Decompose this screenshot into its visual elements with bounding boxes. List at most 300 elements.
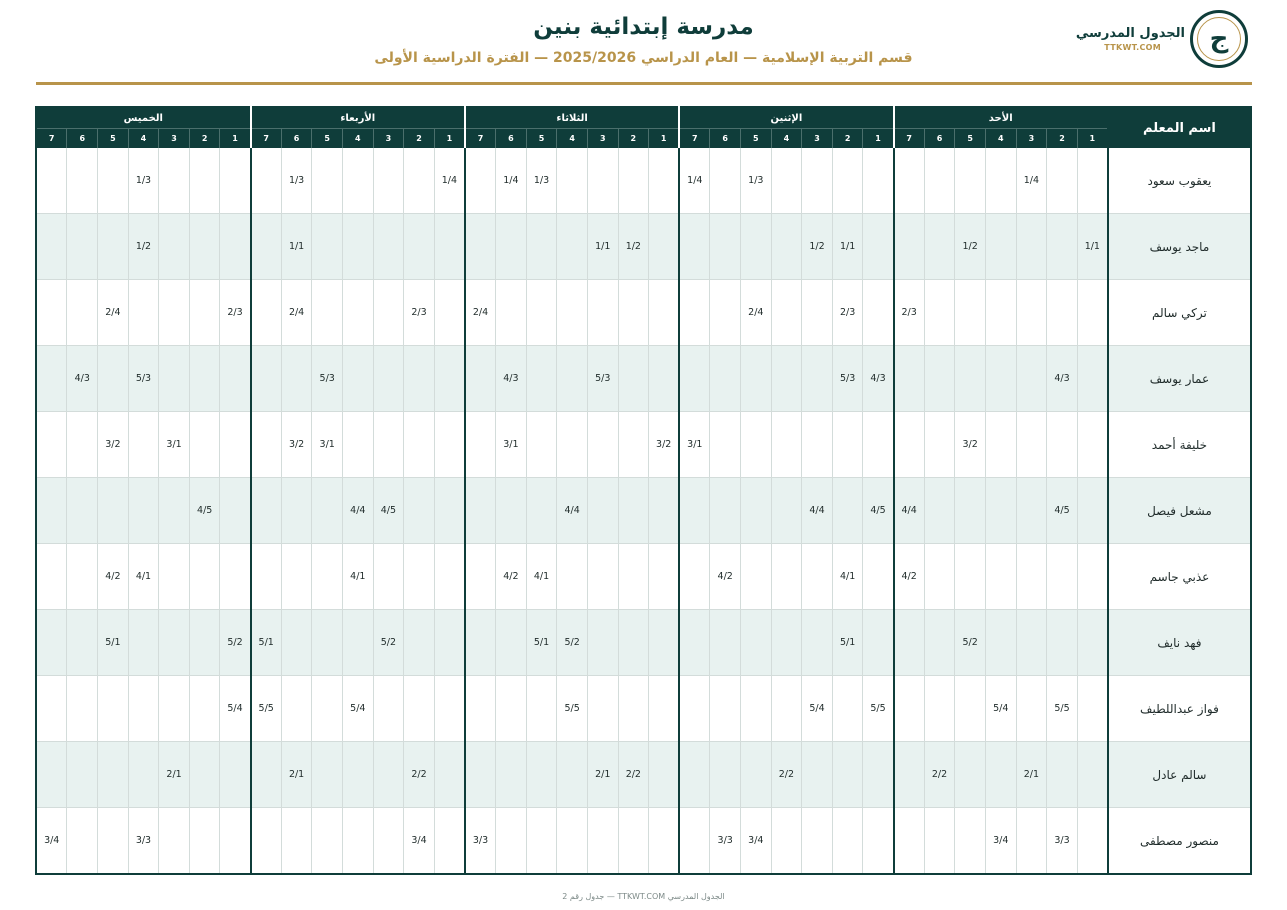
schedule-cell [649, 280, 680, 346]
schedule-cell [434, 742, 465, 808]
schedule-cell [373, 742, 404, 808]
schedule-cell [251, 214, 282, 280]
schedule-cell [955, 478, 986, 544]
schedule-cell [496, 742, 527, 808]
schedule-cell: 5/2 [557, 610, 588, 676]
schedule-cell: 3/2 [98, 412, 129, 478]
schedule-cell [251, 544, 282, 610]
schedule-cell [802, 808, 833, 875]
schedule-cell [985, 478, 1016, 544]
schedule-cell [1047, 610, 1078, 676]
schedule-cell [955, 808, 986, 875]
schedule-cell [220, 808, 251, 875]
schedule-cell [36, 214, 67, 280]
schedule-cell: 5/1 [832, 610, 863, 676]
period-header: 4 [128, 129, 159, 149]
table-row [36, 214, 1251, 280]
schedule-cell [189, 742, 220, 808]
schedule-cell [67, 280, 98, 346]
schedule-cell [404, 478, 435, 544]
schedule-cell [312, 676, 343, 742]
schedule-cell: 2/2 [924, 742, 955, 808]
schedule-cell [710, 478, 741, 544]
schedule-cell [679, 280, 710, 346]
schedule-cell [832, 808, 863, 875]
schedule-cell [1016, 412, 1047, 478]
schedule-cell: 1/1 [1077, 214, 1108, 280]
schedule-cell [955, 280, 986, 346]
schedule-cell: 4/5 [863, 478, 894, 544]
schedule-cell [649, 346, 680, 412]
schedule-cell [526, 478, 557, 544]
schedule-cell: 1/1 [587, 214, 618, 280]
schedule-cell [189, 280, 220, 346]
schedule-cell [710, 412, 741, 478]
period-header: 5 [741, 129, 772, 149]
schedule-cell: 1/2 [802, 214, 833, 280]
schedule-cell [159, 280, 190, 346]
schedule-cell [189, 676, 220, 742]
schedule-cell [465, 412, 496, 478]
schedule-cell: 3/4 [36, 808, 67, 875]
schedule-cell [312, 808, 343, 875]
schedule-cell [496, 280, 527, 346]
schedule-cell [465, 478, 496, 544]
schedule-cell [343, 610, 374, 676]
period-header: 1 [434, 129, 465, 149]
period-header: 2 [832, 129, 863, 149]
schedule-cell [618, 148, 649, 214]
schedule-cell [649, 478, 680, 544]
period-header: 2 [404, 129, 435, 149]
schedule-cell [587, 280, 618, 346]
schedule-cell [128, 412, 159, 478]
schedule-cell [771, 214, 802, 280]
schedule-cell [894, 808, 925, 875]
schedule-cell [771, 676, 802, 742]
schedule-cell [894, 742, 925, 808]
period-header: 2 [189, 129, 220, 149]
table-row [36, 280, 1251, 346]
schedule-cell [985, 742, 1016, 808]
period-header: 4 [557, 129, 588, 149]
schedule-cell [343, 742, 374, 808]
schedule-cell: 3/1 [312, 412, 343, 478]
schedule-cell [649, 148, 680, 214]
schedule-cell [710, 346, 741, 412]
schedule-cell: 4/5 [373, 478, 404, 544]
schedule-cell [741, 544, 772, 610]
schedule-cell [894, 610, 925, 676]
schedule-cell [863, 280, 894, 346]
schedule-cell: 5/1 [98, 610, 129, 676]
schedule-cell [557, 808, 588, 875]
schedule-cell: 1/2 [128, 214, 159, 280]
schedule-cell: 5/4 [802, 676, 833, 742]
schedule-cell [434, 676, 465, 742]
logo-glyph: ج [1209, 24, 1229, 54]
schedule-cell [404, 346, 435, 412]
schedule-cell: 4/1 [526, 544, 557, 610]
schedule-cell: 1/4 [496, 148, 527, 214]
period-header: 6 [710, 129, 741, 149]
schedule-cell [771, 280, 802, 346]
schedule-cell: 5/1 [526, 610, 557, 676]
schedule-cell [710, 610, 741, 676]
schedule-cell [924, 346, 955, 412]
schedule-cell [618, 808, 649, 875]
schedule-cell [434, 478, 465, 544]
schedule-cell [557, 742, 588, 808]
schedule-cell [557, 346, 588, 412]
schedule-cell: 4/3 [863, 346, 894, 412]
schedule-cell [802, 346, 833, 412]
schedule-cell [343, 148, 374, 214]
teacher-name: مشعل فيصل [1108, 478, 1251, 544]
schedule-cell: 2/1 [281, 742, 312, 808]
schedule-cell: 3/1 [159, 412, 190, 478]
schedule-cell: 1/1 [281, 214, 312, 280]
schedule-cell [710, 742, 741, 808]
period-header-row [36, 129, 1251, 149]
schedule-cell [710, 148, 741, 214]
schedule-cell [771, 610, 802, 676]
teacher-name: سالم عادل [1108, 742, 1251, 808]
schedule-cell [557, 412, 588, 478]
schedule-cell [496, 676, 527, 742]
schedule-cell [587, 478, 618, 544]
schedule-cell [67, 214, 98, 280]
schedule-cell: 4/3 [1047, 346, 1078, 412]
schedule-cell [36, 676, 67, 742]
schedule-table-container [35, 106, 1252, 875]
day-header: الثلاثاء [465, 107, 679, 129]
schedule-cell [587, 544, 618, 610]
schedule-cell [679, 676, 710, 742]
schedule-cell [189, 544, 220, 610]
schedule-cell [404, 214, 435, 280]
schedule-cell [67, 544, 98, 610]
schedule-cell: 5/4 [220, 676, 251, 742]
schedule-cell [649, 808, 680, 875]
schedule-cell: 4/2 [98, 544, 129, 610]
schedule-cell [343, 346, 374, 412]
schedule-cell [985, 610, 1016, 676]
schedule-cell: 5/3 [312, 346, 343, 412]
schedule-cell [832, 742, 863, 808]
schedule-cell [1077, 808, 1108, 875]
schedule-cell [955, 676, 986, 742]
schedule-cell [863, 412, 894, 478]
teacher-name: منصور مصطفى [1108, 808, 1251, 875]
schedule-cell [618, 478, 649, 544]
schedule-cell [802, 148, 833, 214]
schedule-cell [251, 478, 282, 544]
schedule-cell [587, 808, 618, 875]
schedule-cell [557, 280, 588, 346]
schedule-cell [36, 610, 67, 676]
schedule-cell [924, 478, 955, 544]
schedule-cell [741, 676, 772, 742]
schedule-cell [343, 214, 374, 280]
schedule-cell [802, 544, 833, 610]
schedule-cell [649, 676, 680, 742]
schedule-cell: 1/1 [832, 214, 863, 280]
schedule-cell [373, 412, 404, 478]
schedule-cell [741, 478, 772, 544]
schedule-cell [649, 610, 680, 676]
schedule-cell [587, 610, 618, 676]
schedule-cell [679, 610, 710, 676]
period-header: 1 [649, 129, 680, 149]
schedule-cell [496, 808, 527, 875]
teacher-name: خليفة أحمد [1108, 412, 1251, 478]
schedule-cell [526, 346, 557, 412]
period-header: 5 [98, 129, 129, 149]
schedule-cell [373, 676, 404, 742]
schedule-cell: 4/3 [67, 346, 98, 412]
schedule-cell: 2/3 [832, 280, 863, 346]
schedule-cell [373, 214, 404, 280]
schedule-cell [496, 478, 527, 544]
schedule-cell [832, 412, 863, 478]
schedule-cell [649, 544, 680, 610]
period-header: 2 [618, 129, 649, 149]
schedule-cell [36, 412, 67, 478]
schedule-cell [159, 148, 190, 214]
schedule-cell [526, 676, 557, 742]
schedule-cell [526, 742, 557, 808]
schedule-cell [1016, 808, 1047, 875]
period-header: 1 [220, 129, 251, 149]
schedule-cell [863, 742, 894, 808]
schedule-cell [36, 478, 67, 544]
table-row [36, 742, 1251, 808]
schedule-cell: 5/5 [863, 676, 894, 742]
schedule-cell [281, 478, 312, 544]
schedule-cell [434, 280, 465, 346]
schedule-cell [220, 478, 251, 544]
schedule-cell [36, 280, 67, 346]
schedule-cell [251, 742, 282, 808]
schedule-cell [159, 610, 190, 676]
schedule-cell [1077, 478, 1108, 544]
schedule-cell [496, 610, 527, 676]
schedule-cell [1016, 544, 1047, 610]
schedule-cell [557, 148, 588, 214]
schedule-cell [771, 346, 802, 412]
teacher-name: فهد نايف [1108, 610, 1251, 676]
schedule-cell [557, 544, 588, 610]
schedule-cell [67, 148, 98, 214]
schedule-cell: 3/3 [128, 808, 159, 875]
schedule-cell [924, 280, 955, 346]
schedule-cell [985, 346, 1016, 412]
schedule-cell [312, 544, 343, 610]
schedule-cell [189, 808, 220, 875]
schedule-cell: 1/4 [434, 148, 465, 214]
schedule-cell [312, 478, 343, 544]
schedule-cell: 4/4 [343, 478, 374, 544]
period-header: 7 [465, 129, 496, 149]
schedule-cell [1016, 610, 1047, 676]
schedule-cell: 4/1 [343, 544, 374, 610]
schedule-cell: 5/1 [251, 610, 282, 676]
schedule-cell [557, 214, 588, 280]
schedule-cell [679, 742, 710, 808]
schedule-cell [189, 148, 220, 214]
schedule-cell [67, 676, 98, 742]
schedule-cell [894, 412, 925, 478]
schedule-cell [863, 610, 894, 676]
schedule-cell [465, 148, 496, 214]
schedule-cell [802, 610, 833, 676]
schedule-cell [67, 412, 98, 478]
schedule-cell [710, 676, 741, 742]
schedule-cell: 5/2 [955, 610, 986, 676]
schedule-cell [924, 214, 955, 280]
schedule-cell [832, 148, 863, 214]
schedule-cell [894, 346, 925, 412]
schedule-cell [343, 808, 374, 875]
schedule-cell [465, 346, 496, 412]
schedule-cell: 2/4 [465, 280, 496, 346]
schedule-cell: 4/2 [894, 544, 925, 610]
period-header: 7 [36, 129, 67, 149]
schedule-cell [1077, 742, 1108, 808]
schedule-cell: 4/1 [128, 544, 159, 610]
schedule-cell: 2/3 [404, 280, 435, 346]
schedule-cell [312, 214, 343, 280]
schedule-cell [159, 214, 190, 280]
schedule-cell [710, 214, 741, 280]
schedule-cell [526, 214, 557, 280]
schedule-cell: 3/3 [710, 808, 741, 875]
schedule-cell [741, 742, 772, 808]
schedule-cell [618, 676, 649, 742]
schedule-cell [98, 676, 129, 742]
period-header: 4 [985, 129, 1016, 149]
schedule-cell [1016, 280, 1047, 346]
table-row [36, 808, 1251, 875]
schedule-cell [128, 610, 159, 676]
schedule-cell [679, 346, 710, 412]
schedule-cell: 2/4 [98, 280, 129, 346]
schedule-cell: 3/3 [465, 808, 496, 875]
schedule-cell [404, 544, 435, 610]
schedule-cell [465, 742, 496, 808]
teacher-name: يعقوب سعود [1108, 148, 1251, 214]
schedule-cell: 2/2 [618, 742, 649, 808]
schedule-cell [281, 544, 312, 610]
schedule-cell [741, 610, 772, 676]
schedule-cell [281, 808, 312, 875]
schedule-cell [679, 544, 710, 610]
schedule-cell [159, 478, 190, 544]
schedule-cell [128, 478, 159, 544]
schedule-cell [771, 412, 802, 478]
period-header: 5 [312, 129, 343, 149]
teacher-name: تركي سالم [1108, 280, 1251, 346]
schedule-cell [251, 412, 282, 478]
schedule-cell [251, 280, 282, 346]
schedule-cell: 2/3 [894, 280, 925, 346]
schedule-cell [67, 742, 98, 808]
teacher-name: عمار يوسف [1108, 346, 1251, 412]
schedule-cell [955, 742, 986, 808]
schedule-cell [312, 742, 343, 808]
schedule-table [35, 106, 1252, 875]
schedule-cell [802, 742, 833, 808]
schedule-cell: 1/2 [955, 214, 986, 280]
schedule-cell: 5/3 [587, 346, 618, 412]
schedule-cell [863, 214, 894, 280]
schedule-cell: 5/3 [832, 346, 863, 412]
schedule-cell [159, 544, 190, 610]
schedule-cell: 3/2 [281, 412, 312, 478]
schedule-cell [373, 808, 404, 875]
schedule-cell [526, 280, 557, 346]
schedule-cell [189, 214, 220, 280]
schedule-cell [526, 808, 557, 875]
schedule-cell [710, 280, 741, 346]
schedule-cell [128, 742, 159, 808]
schedule-cell [1077, 412, 1108, 478]
schedule-cell [618, 346, 649, 412]
schedule-cell [36, 148, 67, 214]
period-header: 3 [159, 129, 190, 149]
schedule-cell: 4/1 [832, 544, 863, 610]
schedule-cell [36, 742, 67, 808]
schedule-cell [220, 412, 251, 478]
schedule-cell: 4/5 [189, 478, 220, 544]
schedule-cell [159, 676, 190, 742]
teacher-name: فواز عبداللطيف [1108, 676, 1251, 742]
schedule-cell [220, 544, 251, 610]
table-row [36, 412, 1251, 478]
schedule-cell [128, 280, 159, 346]
period-header: 3 [587, 129, 618, 149]
schedule-cell [434, 808, 465, 875]
schedule-cell [312, 280, 343, 346]
schedule-cell [373, 148, 404, 214]
schedule-cell: 3/4 [985, 808, 1016, 875]
schedule-cell [98, 148, 129, 214]
schedule-cell [373, 544, 404, 610]
schedule-cell [189, 346, 220, 412]
period-header: 3 [1016, 129, 1047, 149]
schedule-cell: 2/4 [741, 280, 772, 346]
page-footer: الجدول المدرسي TTKWT.COM — جدول رقم 2 [562, 892, 725, 901]
table-row [36, 610, 1251, 676]
table-row [36, 346, 1251, 412]
schedule-cell: 4/4 [802, 478, 833, 544]
schedule-cell: 3/4 [741, 808, 772, 875]
schedule-cell [863, 544, 894, 610]
schedule-cell [985, 412, 1016, 478]
schedule-cell [985, 280, 1016, 346]
table-row [36, 478, 1251, 544]
schedule-cell [679, 808, 710, 875]
schedule-cell: 1/4 [1016, 148, 1047, 214]
schedule-cell: 4/4 [557, 478, 588, 544]
schedule-cell [924, 148, 955, 214]
schedule-cell: 1/2 [618, 214, 649, 280]
period-header: 7 [894, 129, 925, 149]
schedule-cell [587, 412, 618, 478]
schedule-cell [618, 412, 649, 478]
schedule-cell [220, 346, 251, 412]
